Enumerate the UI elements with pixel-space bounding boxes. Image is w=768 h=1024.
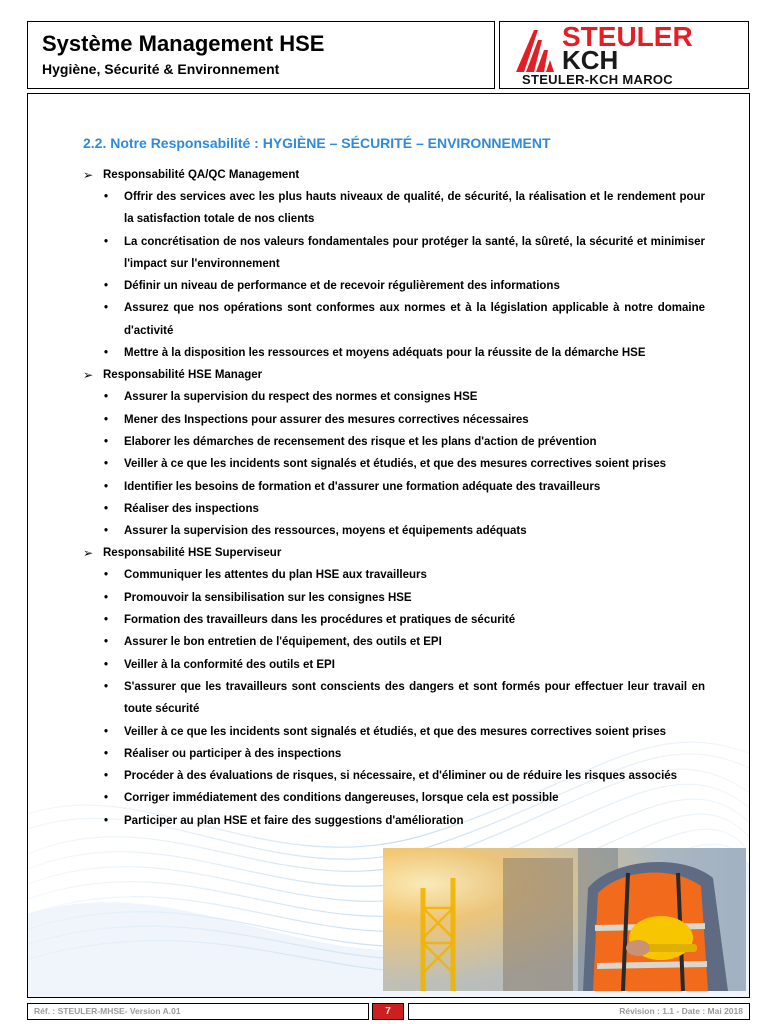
group-heading-qa-qc (83, 164, 705, 186)
list-item (83, 654, 705, 676)
bullet-dot-icon: • (104, 614, 109, 627)
group-heading-label: Responsabilité HSE Manager (103, 369, 263, 382)
list-item-text: Veiller à ce que les incidents sont signalés et étudiés, et que des mesures correctives soient prises (124, 725, 667, 738)
list-item (83, 342, 705, 364)
group-heading-hse-superviseur (83, 542, 705, 564)
list-item-text: La concrétisation de nos valeurs fondamentales pour protéger la santé, la sûreté, la sécurité et minimiser l'impact sur l'environnement (124, 235, 705, 270)
list-item-text: Assurer le bon entretien de l'équipement, des outils et EPI (124, 636, 442, 649)
list-item (83, 431, 705, 453)
list-item (83, 275, 705, 297)
page-number: 7 (372, 1003, 404, 1020)
list-item-text: Promouvoir la sensibilisation sur les consignes HSE (124, 591, 412, 604)
list-item (83, 520, 705, 542)
bullet-dot-icon: • (104, 502, 109, 515)
bullet-dot-icon: • (104, 747, 109, 760)
list-item (83, 409, 705, 431)
bullet-dot-icon: • (104, 725, 109, 738)
list-item (83, 587, 705, 609)
list-item (83, 721, 705, 743)
group-heading-label: Responsabilité QA/QC Management (103, 169, 300, 181)
bullet-dot-icon: • (104, 770, 109, 783)
list-hse-superviseur (83, 564, 705, 832)
main-content (83, 132, 705, 832)
list-qa-qc (83, 186, 705, 364)
list-item-text: Formation des travailleurs dans les procédures et pratiques de sécurité (124, 614, 516, 627)
list-item-text: Définir un niveau de performance et de recevoir régulièrement des informations (124, 280, 560, 293)
bullet-dot-icon: • (104, 347, 109, 360)
arrow-bullet-icon: ➢ (83, 546, 94, 561)
list-item-text: Identifier les besoins de formation et d'assurer une formation adéquate des travailleurs (124, 480, 601, 493)
logo-wordmark-steuler: STEULER (562, 21, 693, 52)
list-item-text: Participer au plan HSE et faire des suggestions d'amélioration (124, 814, 464, 827)
section-title: 2.2. Notre Responsabilité : HYGIÈNE – SÉCURITÉ – ENVIRONNEMENT (83, 135, 551, 151)
list-item (83, 231, 705, 276)
bullet-dot-icon: • (104, 235, 109, 248)
bullet-dot-icon: • (104, 792, 109, 805)
logo-wordmark-kch: KCH (562, 45, 619, 75)
bullet-dot-icon: • (104, 435, 109, 448)
list-item (83, 386, 705, 408)
bullet-dot-icon: • (104, 680, 109, 693)
footer-reference: Réf. : STEULER-MHSE- Version A.01 (27, 1003, 369, 1020)
document-subtitle: Hygiène, Sécurité & Environnement (42, 61, 280, 77)
list-item-text: Veiller à ce que les incidents sont signalés et étudiés, et que des mesures correctives soient prises (124, 458, 667, 471)
list-item-text: Mettre à la disposition les ressources et moyens adéquats pour la réussite de la démarche HSE (124, 347, 646, 360)
list-item-text: Communiquer les attentes du plan HSE aux travailleurs (124, 569, 427, 582)
list-item (83, 453, 705, 475)
bullet-dot-icon: • (104, 413, 109, 426)
list-item-text: Procéder à des évaluations de risques, si nécessaire, et d'éliminer ou de réduire les risques associés (124, 770, 678, 783)
list-item (83, 631, 705, 653)
bullet-dot-icon: • (104, 658, 109, 671)
list-item-text: Corriger immédiatement des conditions dangereuses, lorsque cela est possible (124, 792, 559, 805)
list-item-text: Veiller à la conformité des outils et EPI (124, 658, 335, 671)
bullet-dot-icon: • (104, 391, 109, 404)
list-item (83, 564, 705, 586)
arrow-bullet-icon: ➢ (83, 168, 94, 182)
list-item (83, 765, 705, 787)
content-frame (27, 93, 750, 998)
bullet-dot-icon: • (104, 525, 109, 538)
list-item-text: Réaliser ou participer à des inspections (124, 747, 342, 760)
bullet-dot-icon: • (104, 636, 109, 649)
bullet-dot-icon: • (104, 458, 109, 471)
list-item-text: Assurez que nos opérations sont conformes aux normes et à la législation applicable à notre domaine d'activité (124, 302, 705, 337)
logo-caption: STEULER-KCH MAROC (522, 72, 673, 87)
bullet-dot-icon: • (104, 814, 109, 827)
list-item (83, 498, 705, 520)
list-item (83, 609, 705, 631)
list-item (83, 476, 705, 498)
list-item (83, 676, 705, 721)
bullet-dot-icon: • (104, 191, 109, 203)
header-title-box (27, 21, 495, 89)
company-logo-box (499, 21, 749, 89)
group-heading-label: Responsabilité HSE Superviseur (103, 547, 282, 560)
list-hse-manager (83, 386, 705, 542)
list-item-text: Mener des Inspections pour assurer des mesures correctives nécessaires (124, 413, 529, 426)
bullet-dot-icon: • (104, 302, 109, 315)
list-item (83, 297, 705, 342)
worker-safety-photo (383, 848, 746, 991)
list-item (83, 810, 705, 832)
bullet-dot-icon: • (104, 569, 109, 582)
steuler-triangle-logo-icon (516, 26, 562, 74)
list-item (83, 186, 705, 231)
bullet-dot-icon: • (104, 591, 109, 604)
bullet-dot-icon: • (104, 280, 109, 293)
group-heading-hse-manager (83, 364, 705, 386)
footer-revision: Révision : 1.1 - Date : Mai 2018 (408, 1003, 750, 1020)
list-item-text: S'assurer que les travailleurs sont conscients des dangers et sont formés pour effectuer leur travail en toute sécurité (124, 680, 705, 716)
bullet-dot-icon: • (104, 480, 109, 493)
list-item-text: Assurer la supervision du respect des normes et consignes HSE (124, 391, 478, 404)
list-item-text: Offrir des services avec les plus hauts niveaux de qualité, de sécurité, la réalisation et le rendement pour la satisfaction totale de nos clients (124, 191, 705, 226)
list-item-text: Réaliser des inspections (124, 502, 259, 515)
arrow-bullet-icon: ➢ (83, 368, 94, 383)
list-item (83, 787, 705, 809)
list-item (83, 743, 705, 765)
list-item-text: Elaborer les démarches de recensement des risque et les plans d'action de prévention (124, 435, 597, 448)
document-title: Système Management HSE (42, 31, 325, 56)
list-item-text: Assurer la supervision des ressources, moyens et équipements adéquats (124, 525, 527, 538)
